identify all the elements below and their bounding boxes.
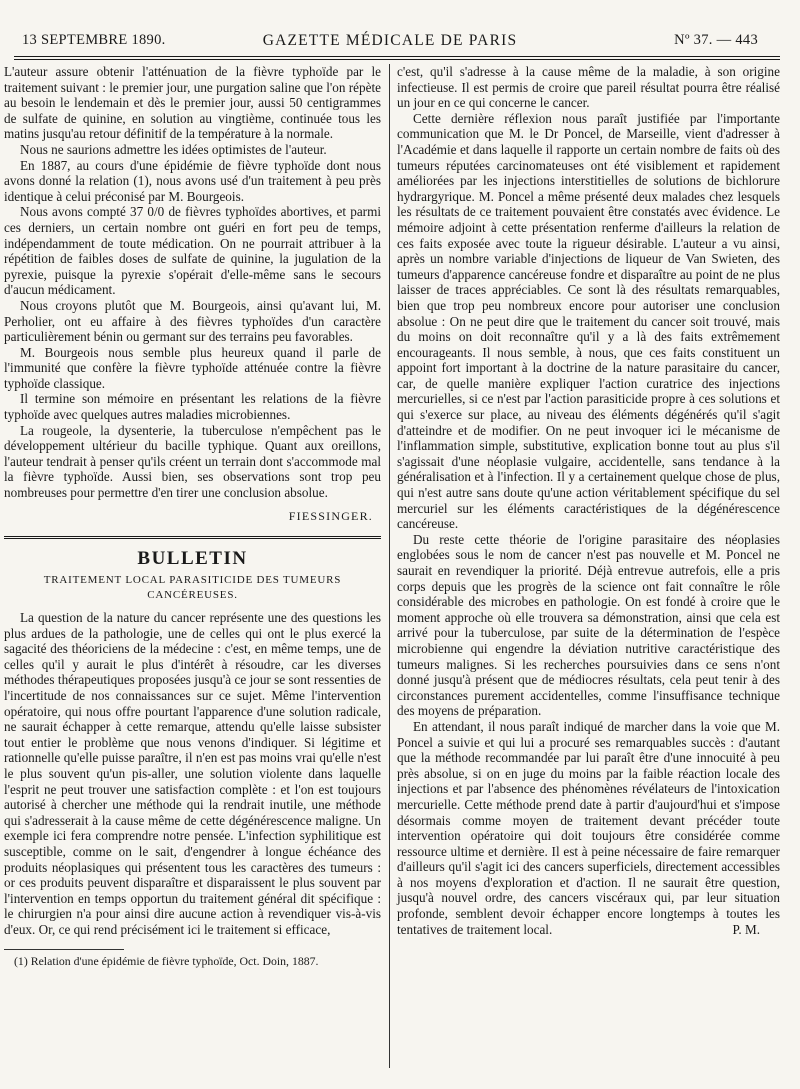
left-paragraph: Nous ne saurions admettre les idées optimistes de l'auteur. (20, 141, 327, 157)
bulletin-paragraph: La question de la nature du cancer représente une des questions les plus ardues de la pathologie, une de celles qui ont le plus exercé la sagacité des théoriciens de la médecine : c'est, en même temps, une de celles qu'il y aurait le plus d'intérêt à résoudre, car les diverses méthodes thérapeutiques proposées jusqu'à ce jour se sont ressenties de l'incertitude de nos connaissances sur ce sujet. Même l'intervention opératoire, qui nous offre pourtant l'apparence d'une solution radicale, ne saurait échapper à cette remarque, attendu qu'elle laisse subsister tout entier le problème que nous venons d'indiquer. Si légitime et rationnelle qu'elle puisse paraître, il n'en est pas moins vrai qu'elle n'est le plus souvent qu'un pis-aller, une solution violente dans laquelle l'esprit ne peut trouver une satisfaction complète : et l'on est toujours autorisé à chercher une méthode qui la rendrait inutile, une méthode qui s'adresserait à la cause même de cette dégénérescence maligne. Un exemple ici fera comprendre notre pensée. L'infection syphilitique est susceptible, comme on le sait, d'engendrer à longue échéance des produits néoplasiques qui présentent tous les caractères des tumeurs : or ces produits peuvent disparaître et disparaissent le plus souvent par l'intervention en temps opportun du traitement général dit spécifique : le chirurgien n'a pour ainsi dire aucune action à revendiquer vis-à-vis d'eux. Or, ce qui rend précisément ici le traitement si efficace, (4, 610, 381, 937)
header-date: 13 SEPTEMBRE 1890. (22, 32, 166, 48)
right-paragraph: En attendant, il nous paraît indiqué de marcher dans la voie que M. Poncel a suivie et qui lui a procuré ses remarquables succès : d'autant que la méthode recommandée par lui paraît être d'une innocuité à peu près absolue, si on en juge du moins par la faible réaction locale des injections et par l'absence des phénomènes révélateurs de l'intoxication mercurielle. Cette méthode prend date à partir d'aujourd'hui et s'impose désormais comme moyen de traitement devant précéder toute intervention opératoire qui doit toujours être considérée comme ressource ultime et dernière. Il est à peine nécessaire de faire remarquer d'ailleurs qu'il s'agit ici des cancers superficiels, directement accessibles à nos moyens d'exploration et d'action. Il ne saurait être question, jusqu'à nouvel ordre, des cancers viscéraux qui, par leur situation profonde, semblent devoir échapper encore longtemps à toutes les tentatives de traitement local. (397, 718, 780, 937)
header-title: GAZETTE MÉDICALE DE PARIS (262, 32, 518, 49)
article-signature: FIESSINGER. (288, 508, 373, 523)
left-paragraph: Nous avons compté 37 0/0 de fièvres typhoïdes abortives, et parmi ces derniers, un certain nombre ont guéri en fort peu de temps, indépendamment de toute médication. On ne pourrait attribuer à la répétition de faibles doses de sulfate de quinine, la jugulation de la pyrexie, puisque la pyrexie s'opérait d'elle-même sans le secours d'aucun médicament. (4, 204, 381, 298)
footnote-rule (4, 949, 124, 950)
header-issue-number: Nº 37. — 443 (674, 32, 758, 48)
column-divider (389, 64, 390, 1068)
left-paragraph: En 1887, au cours d'une épidémie de fièvre typhoïde dont nous avons donné la relation (1), nous avons usé d'un traitement à peu près identique à celui préconisé par M. Bourgeois. (4, 157, 381, 204)
right-column (397, 64, 780, 938)
left-column (4, 64, 381, 970)
bulletin-signature: P. M. (732, 922, 760, 938)
right-paragraph: Du reste cette théorie de l'origine parasitaire des néoplasies englobées sous le nom de cancer n'est pas nouvelle et M. Poncel ne saurait en revendiquer la priorité. Déjà entrevue autrefois, elle a pris corps depuis que les progrès de la science ont fait connaître le rôle considérable des microbes en pathologie. On est fondé à croire que le moment approche où elle trouvera sa démonstration, ainsi que cela est arrivé pour la tuberculose, par suite de la détermination de l'espèce microbienne qui engendre la déviation nutritive caractéristique des tumeurs malignes. Si les recherches poursuivies dans ce sens n'ont donné jusqu'à présent que de médiocres résultats, cela peut tenir à des circonstances purement accidentelles, comme l'insuffisance technique des moyens de préparation. (397, 531, 780, 719)
left-paragraph: M. Bourgeois nous semble plus heureux quand il parle de l'immunité que confère la fièvre typhoïde atténuée contre la fièvre typhoïde classique. (4, 344, 381, 391)
page-header (22, 28, 758, 52)
left-paragraph: Nous croyons plutôt que M. Bourgeois, ainsi qu'avant lui, M. Perholier, ont eu affaire à des fièvres typhoïdes d'un caractère particulièrement bénin ou germant sur des terrains peu favorables. (4, 297, 381, 345)
right-paragraph: c'est, qu'il s'adresse à la cause même de la maladie, à son origine infectieuse. Il est permis de croire que pareil résultat pourra être réalisé un jour en ce qui concerne le cancer. (397, 64, 780, 111)
bulletin-subheading: TRAITEMENT LOCAL PARASITICIDE DES TUMEURS CANCÉREUSES. (43, 573, 342, 602)
left-paragraph: Il termine son mémoire en présentant les relations de la fièvre typhoïde avec quelques autres maladies microbiennes. (4, 391, 381, 423)
footnote: (1) Relation d'une épidémie de fièvre typhoïde, Oct. Doin, 1887. (14, 954, 319, 969)
bulletin-heading: BULLETIN (137, 548, 248, 570)
right-paragraph: Cette dernière réflexion nous paraît justifiée par l'importante communication que M. le Dr Poncel, de Marseille, vient d'adresser à l'Académie et dans laquelle il rapporte un certain nombre de faits où des tumeurs réputées carcinomateuses ont été visiblement et rapidement améliorées par les injections interstitielles de solutions de bichlorure hydrargyrique. M. Poncel a même présenté deux malades chez lesquels les résultats de ce traitement pouvaient être constatés avec évidence. Le mémoire adjoint à cette présentation renferme d'ailleurs la relation de ces faits exposée avec toute la rigueur désirable. L'auteur a vu ainsi, après un nombre variable d'injections de liqueur de Van Swieten, des tumeurs d'apparence cancéreuse fondre et disparaître au point de ne plus laisser de traces appréciables. Ce sont là des résultats remarquables, bien que trop peu nombreux encore pour autoriser une conclusion absolue : On ne peut dire que le traitement du cancer soit trouvé, mais du moins on doit reconnaître qu'il y a là des faits extrêmement encourageants. Il nous semble, à nous, que ces faits constituent un appoint fort important à la doctrine de la nature parasitaire du cancer, car, de quelle manière expliquer l'action curatrice des injections mercurielles, si ce n'est par l'action parasiticide propre à ces solutions et qui s'exerce sur place, au niveau des éléments dégénérés qu'il s'agit d'atteindre et de modifier. On ne peut invoquer ici le mécanisme de l'inflammation simple, substitutive, explication bonne tout au plus s'il s'agissait d'une néoplasie vulgaire, accidentelle, sans tendance à la généralisation et à l'infection. Il y a certainement quelque chose de plus, qui n'est autre sans doute qu'une action véritablement spécifique du sel mercuriel sur les éléments caractéristiques de la dégénérescence cancéreuse. (397, 110, 780, 532)
section-separator (4, 536, 381, 539)
left-paragraph: La rougeole, la dysenterie, la tuberculose n'empêchent pas le développement ultérieur du bacille typhique. Quant aux oreillons, l'auteur tendrait à penser qu'ils créent un terrain dont s'accommode mal la fièvre typhoïde. Aussi bien, ses observations sont trop peu nombreuses pour permettre d'en tirer une conclusion absolue. (4, 422, 381, 501)
header-rule (14, 56, 780, 60)
left-paragraph: L'auteur assure obtenir l'atténuation de la fièvre typhoïde par le traitement suivant : le premier jour, une purgation saline que l'on répète au besoin le lendemain et dès le premier jour, aussi 50 centigrammes de sulfate de quinine, en solution au vingtième, continuée tous les matins jusqu'au retour définitif de la température à la normale. (4, 64, 381, 142)
